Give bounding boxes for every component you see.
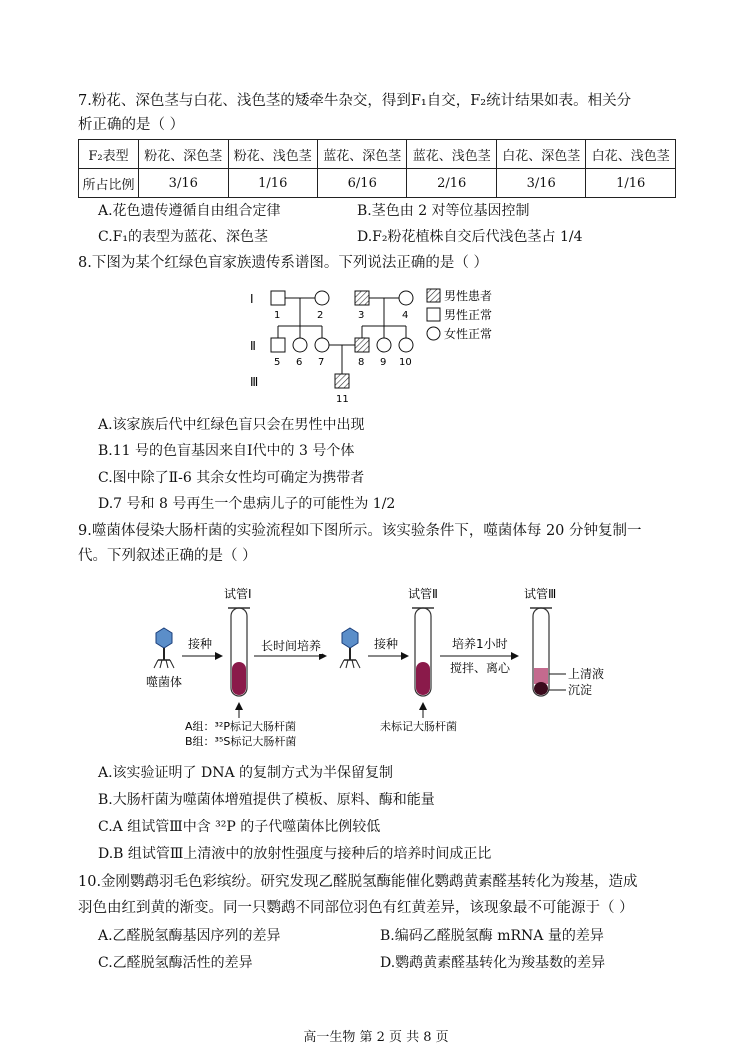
q7-option-a: A.花色遗传遵循自由组合定律: [98, 203, 281, 219]
q7-option-b: B.茎色由 2 对等位基因控制: [357, 203, 530, 219]
q7-option-d: D.F₂粉花植株自交后代浅色茎占 1/4: [357, 229, 583, 245]
ind-num-2: 2: [317, 310, 324, 321]
q8-option-a: A.该家族后代中红绿色盲只会在男性中出现: [98, 417, 365, 433]
q10-option-c: C.乙醛脱氢酶活性的差异: [98, 955, 253, 971]
table-cell: 1/16: [228, 169, 317, 198]
q7-stem-line2: 析正确的是（ ）: [78, 117, 185, 133]
q8-stem: 8.下图为某个红绿色盲家族遗传系谱图。下列说法正确的是（ ）: [78, 255, 488, 271]
table-cell: 3/16: [139, 169, 228, 198]
group-a-label: A组：³²P标记大肠杆菌: [185, 720, 296, 733]
q9-option-d: D.B 组试管Ⅲ上清液中的放射性强度与接种后的培养时间成正比: [98, 846, 492, 862]
phage-icon: [154, 628, 174, 668]
table-row: [79, 140, 676, 169]
q9-stem-line2: 代。下列叙述正确的是（ ）: [78, 548, 257, 564]
table-cell: 1/16: [586, 169, 676, 198]
precipitate-label: 沉淀: [568, 683, 593, 697]
legend-normal-female-icon: [427, 327, 440, 340]
legend-normal-female: 女性正常: [444, 327, 493, 341]
phage-experiment-diagram: [130, 582, 630, 752]
pedigree-individual-8: [355, 338, 369, 352]
table-cell: 粉花、浅色茎: [228, 140, 317, 169]
table-cell: 白花、深色茎: [496, 140, 585, 169]
stir-centrifuge-label: 搅拌、离心: [450, 661, 511, 675]
q9-option-c: C.A 组试管Ⅲ中含 ³²P 的子代噬菌体比例较低: [98, 819, 381, 835]
ind-num-5: 5: [274, 357, 281, 368]
table-cell: 2/16: [407, 169, 496, 198]
pedigree-individual-11: [335, 374, 349, 388]
table-cell: 蓝花、深色茎: [318, 140, 407, 169]
table-cell: 蓝花、浅色茎: [407, 140, 496, 169]
ind-num-6: 6: [296, 357, 303, 368]
ind-num-7: 7: [318, 357, 325, 368]
q9-option-b: B.大肠杆菌为噬菌体增殖提供了模板、原料、酶和能量: [98, 792, 435, 808]
pedigree-individual-10: [399, 338, 413, 352]
legend-normal-male: 男性正常: [444, 308, 493, 322]
inoculate-label-1: 接种: [188, 637, 213, 651]
q9-stem-line1: 9.噬菌体侵染大肠杆菌的实验流程如下图所示。该实验条件下，噬菌体每 20 分钟复制一: [78, 523, 642, 539]
tube1-label: 试管Ⅰ: [224, 587, 252, 601]
table-cell: 所占比例: [79, 169, 139, 198]
q8-option-c: C.图中除了Ⅱ-6 其余女性均可确定为携带者: [98, 470, 365, 486]
ind-num-11: 11: [336, 394, 349, 405]
pedigree-individual-9: [377, 338, 391, 352]
q8-option-d: D.7 号和 8 号再生一个患病儿子的可能性为 1/2: [98, 496, 396, 512]
q8-option-b: B.11 号的色盲基因来自Ⅰ代中的 3 号个体: [98, 443, 355, 459]
ind-num-9: 9: [380, 357, 387, 368]
table-cell: F₂表型: [79, 140, 139, 169]
pedigree-individual-1: [271, 291, 285, 305]
gen-label-1: Ⅰ: [250, 292, 254, 306]
ind-num-4: 4: [402, 310, 409, 321]
gen-label-3: Ⅲ: [250, 375, 259, 389]
long-culture-label: 长时间培养: [261, 639, 322, 653]
q10-stem-line1: 10.金刚鹦鹉羽毛色彩缤纷。研究发现乙醛脱氢酶能催化鹦鹉黄素醛基转化为羧基，造成: [78, 874, 638, 890]
pedigree-individual-2: [315, 291, 329, 305]
ind-num-1: 1: [274, 310, 281, 321]
culture-1h-label: 培养1小时: [452, 637, 508, 651]
pedigree-chart: [240, 282, 520, 414]
ind-num-10: 10: [399, 357, 412, 368]
phage-icon: [340, 628, 360, 668]
table-cell: 粉花、深色茎: [139, 140, 228, 169]
gen-label-2: Ⅱ: [250, 339, 256, 353]
tube2-label: 试管Ⅱ: [408, 587, 438, 601]
q10-option-b: B.编码乙醛脱氢酶 mRNA 量的差异: [380, 928, 604, 944]
pedigree-individual-3: [355, 291, 369, 305]
q10-option-d: D.鹦鹉黄素醛基转化为羧基数的差异: [380, 955, 606, 971]
pedigree-individual-7: [315, 338, 329, 352]
pedigree-individual-4: [399, 291, 413, 305]
q10-option-a: A.乙醛脱氢酶基因序列的差异: [98, 928, 281, 944]
table-cell: 6/16: [318, 169, 407, 198]
pedigree-individual-5: [271, 338, 285, 352]
tube3-label: 试管Ⅲ: [524, 587, 557, 601]
group-b-label: B组：³⁵S标记大肠杆菌: [185, 735, 297, 748]
q7-option-c: C.F₁的表型为蓝花、深色茎: [98, 229, 268, 245]
legend-affected-male-icon: [427, 289, 440, 302]
supernatant-label: 上清液: [568, 667, 605, 681]
q10-stem-line2: 羽色由红到黄的渐变。同一只鹦鹉不同部位羽色有红黄差异，该现象最不可能源于（ ）: [78, 900, 634, 916]
inoculate-label-2: 接种: [374, 637, 399, 651]
phage-label: 噬菌体: [146, 675, 183, 689]
ind-num-3: 3: [358, 310, 365, 321]
ind-num-8: 8: [358, 357, 365, 368]
pedigree-individual-6: [293, 338, 307, 352]
legend-normal-male-icon: [427, 308, 440, 321]
q7-table: [78, 139, 676, 198]
q9-option-a: A.该实验证明了 DNA 的复制方式为半保留复制: [98, 765, 394, 781]
table-cell: 3/16: [496, 169, 585, 198]
legend-affected-male: 男性患者: [444, 289, 493, 303]
unlabeled-ecoli-label: 未标记大肠杆菌: [380, 720, 457, 733]
table-row: [79, 169, 676, 198]
table-cell: 白花、浅色茎: [586, 140, 676, 169]
page-footer: 高一生物 第 2 页 共 8 页: [303, 1030, 449, 1045]
q7-stem-line1: 7.粉花、深色茎与白花、浅色茎的矮牵牛杂交，得到F₁自交，F₂统计结果如表。相关分: [78, 93, 632, 109]
